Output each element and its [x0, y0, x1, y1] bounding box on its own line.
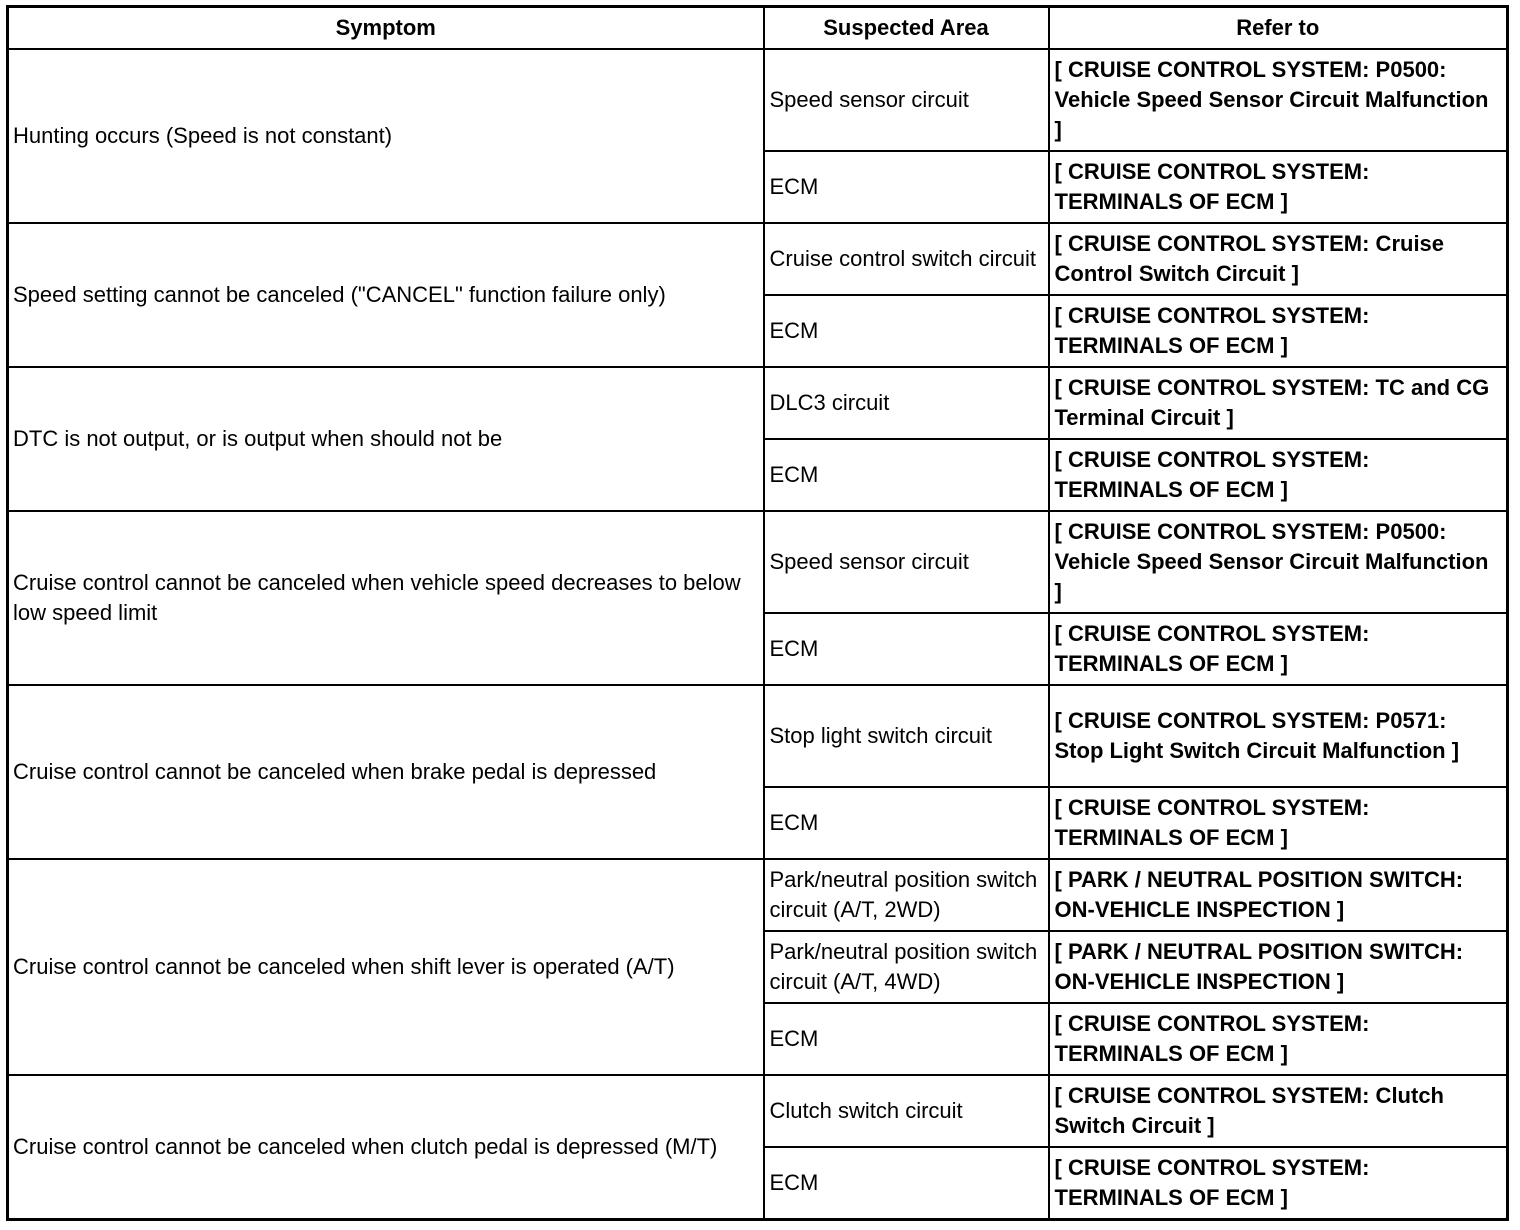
header-refer-to: Refer to: [1049, 7, 1508, 50]
table-row: [8, 859, 1508, 931]
symptom-cell: Cruise control cannot be canceled when clutch pedal is depressed (M/T): [8, 1075, 764, 1219]
suspected-area-cell: ECM: [764, 439, 1049, 511]
refer-to-link[interactable]: [ CRUISE CONTROL SYSTEM: P0571: Stop Light Switch Circuit Malfunction ]: [1049, 685, 1508, 787]
suspected-area-cell: Speed sensor circuit: [764, 49, 1049, 151]
refer-to-link[interactable]: [ CRUISE CONTROL SYSTEM: TERMINALS OF ECM ]: [1049, 1003, 1508, 1075]
suspected-area-cell: Cruise control switch circuit: [764, 223, 1049, 295]
table-row: [8, 223, 1508, 295]
refer-to-link[interactable]: [ PARK / NEUTRAL POSITION SWITCH: ON-VEHICLE INSPECTION ]: [1049, 859, 1508, 931]
symptom-cell: Hunting occurs (Speed is not constant): [8, 49, 764, 223]
header-symptom: Symptom: [8, 7, 764, 50]
suspected-area-cell: ECM: [764, 787, 1049, 859]
suspected-area-cell: ECM: [764, 1003, 1049, 1075]
symptom-cell: DTC is not output, or is output when should not be: [8, 367, 764, 511]
refer-to-link[interactable]: [ CRUISE CONTROL SYSTEM: TERMINALS OF ECM ]: [1049, 151, 1508, 223]
refer-to-link[interactable]: [ CRUISE CONTROL SYSTEM: TERMINALS OF ECM ]: [1049, 295, 1508, 367]
refer-to-link[interactable]: [ PARK / NEUTRAL POSITION SWITCH: ON-VEHICLE INSPECTION ]: [1049, 931, 1508, 1003]
symptom-cell: Speed setting cannot be canceled ("CANCEL" function failure only): [8, 223, 764, 367]
header-row: [8, 7, 1508, 50]
table-row: [8, 367, 1508, 439]
suspected-area-cell: Speed sensor circuit: [764, 511, 1049, 613]
table-row: [8, 511, 1508, 613]
refer-to-link[interactable]: [ CRUISE CONTROL SYSTEM: P0500: Vehicle Speed Sensor Circuit Malfunction ]: [1049, 49, 1508, 151]
table-row: [8, 1075, 1508, 1147]
refer-to-link[interactable]: [ CRUISE CONTROL SYSTEM: TC and CG Terminal Circuit ]: [1049, 367, 1508, 439]
troubleshooting-table: [6, 5, 1509, 1221]
refer-to-link[interactable]: [ CRUISE CONTROL SYSTEM: TERMINALS OF ECM ]: [1049, 613, 1508, 685]
table-row: [8, 685, 1508, 787]
suspected-area-cell: ECM: [764, 1147, 1049, 1219]
table-row: [8, 49, 1508, 151]
symptom-cell: Cruise control cannot be canceled when vehicle speed decreases to below low speed limit: [8, 511, 764, 685]
symptom-cell: Cruise control cannot be canceled when shift lever is operated (A/T): [8, 859, 764, 1075]
refer-to-link[interactable]: [ CRUISE CONTROL SYSTEM: TERMINALS OF ECM ]: [1049, 1147, 1508, 1219]
refer-to-link[interactable]: [ CRUISE CONTROL SYSTEM: P0500: Vehicle Speed Sensor Circuit Malfunction ]: [1049, 511, 1508, 613]
suspected-area-cell: Park/neutral position switch circuit (A/T, 2WD): [764, 859, 1049, 931]
refer-to-link[interactable]: [ CRUISE CONTROL SYSTEM: Cruise Control Switch Circuit ]: [1049, 223, 1508, 295]
suspected-area-cell: Clutch switch circuit: [764, 1075, 1049, 1147]
refer-to-link[interactable]: [ CRUISE CONTROL SYSTEM: Clutch Switch Circuit ]: [1049, 1075, 1508, 1147]
refer-to-link[interactable]: [ CRUISE CONTROL SYSTEM: TERMINALS OF ECM ]: [1049, 439, 1508, 511]
suspected-area-cell: ECM: [764, 295, 1049, 367]
suspected-area-cell: Park/neutral position switch circuit (A/T, 4WD): [764, 931, 1049, 1003]
refer-to-link[interactable]: [ CRUISE CONTROL SYSTEM: TERMINALS OF ECM ]: [1049, 787, 1508, 859]
suspected-area-cell: ECM: [764, 613, 1049, 685]
header-suspected-area: Suspected Area: [764, 7, 1049, 50]
suspected-area-cell: Stop light switch circuit: [764, 685, 1049, 787]
suspected-area-cell: DLC3 circuit: [764, 367, 1049, 439]
symptom-cell: Cruise control cannot be canceled when brake pedal is depressed: [8, 685, 764, 859]
suspected-area-cell: ECM: [764, 151, 1049, 223]
